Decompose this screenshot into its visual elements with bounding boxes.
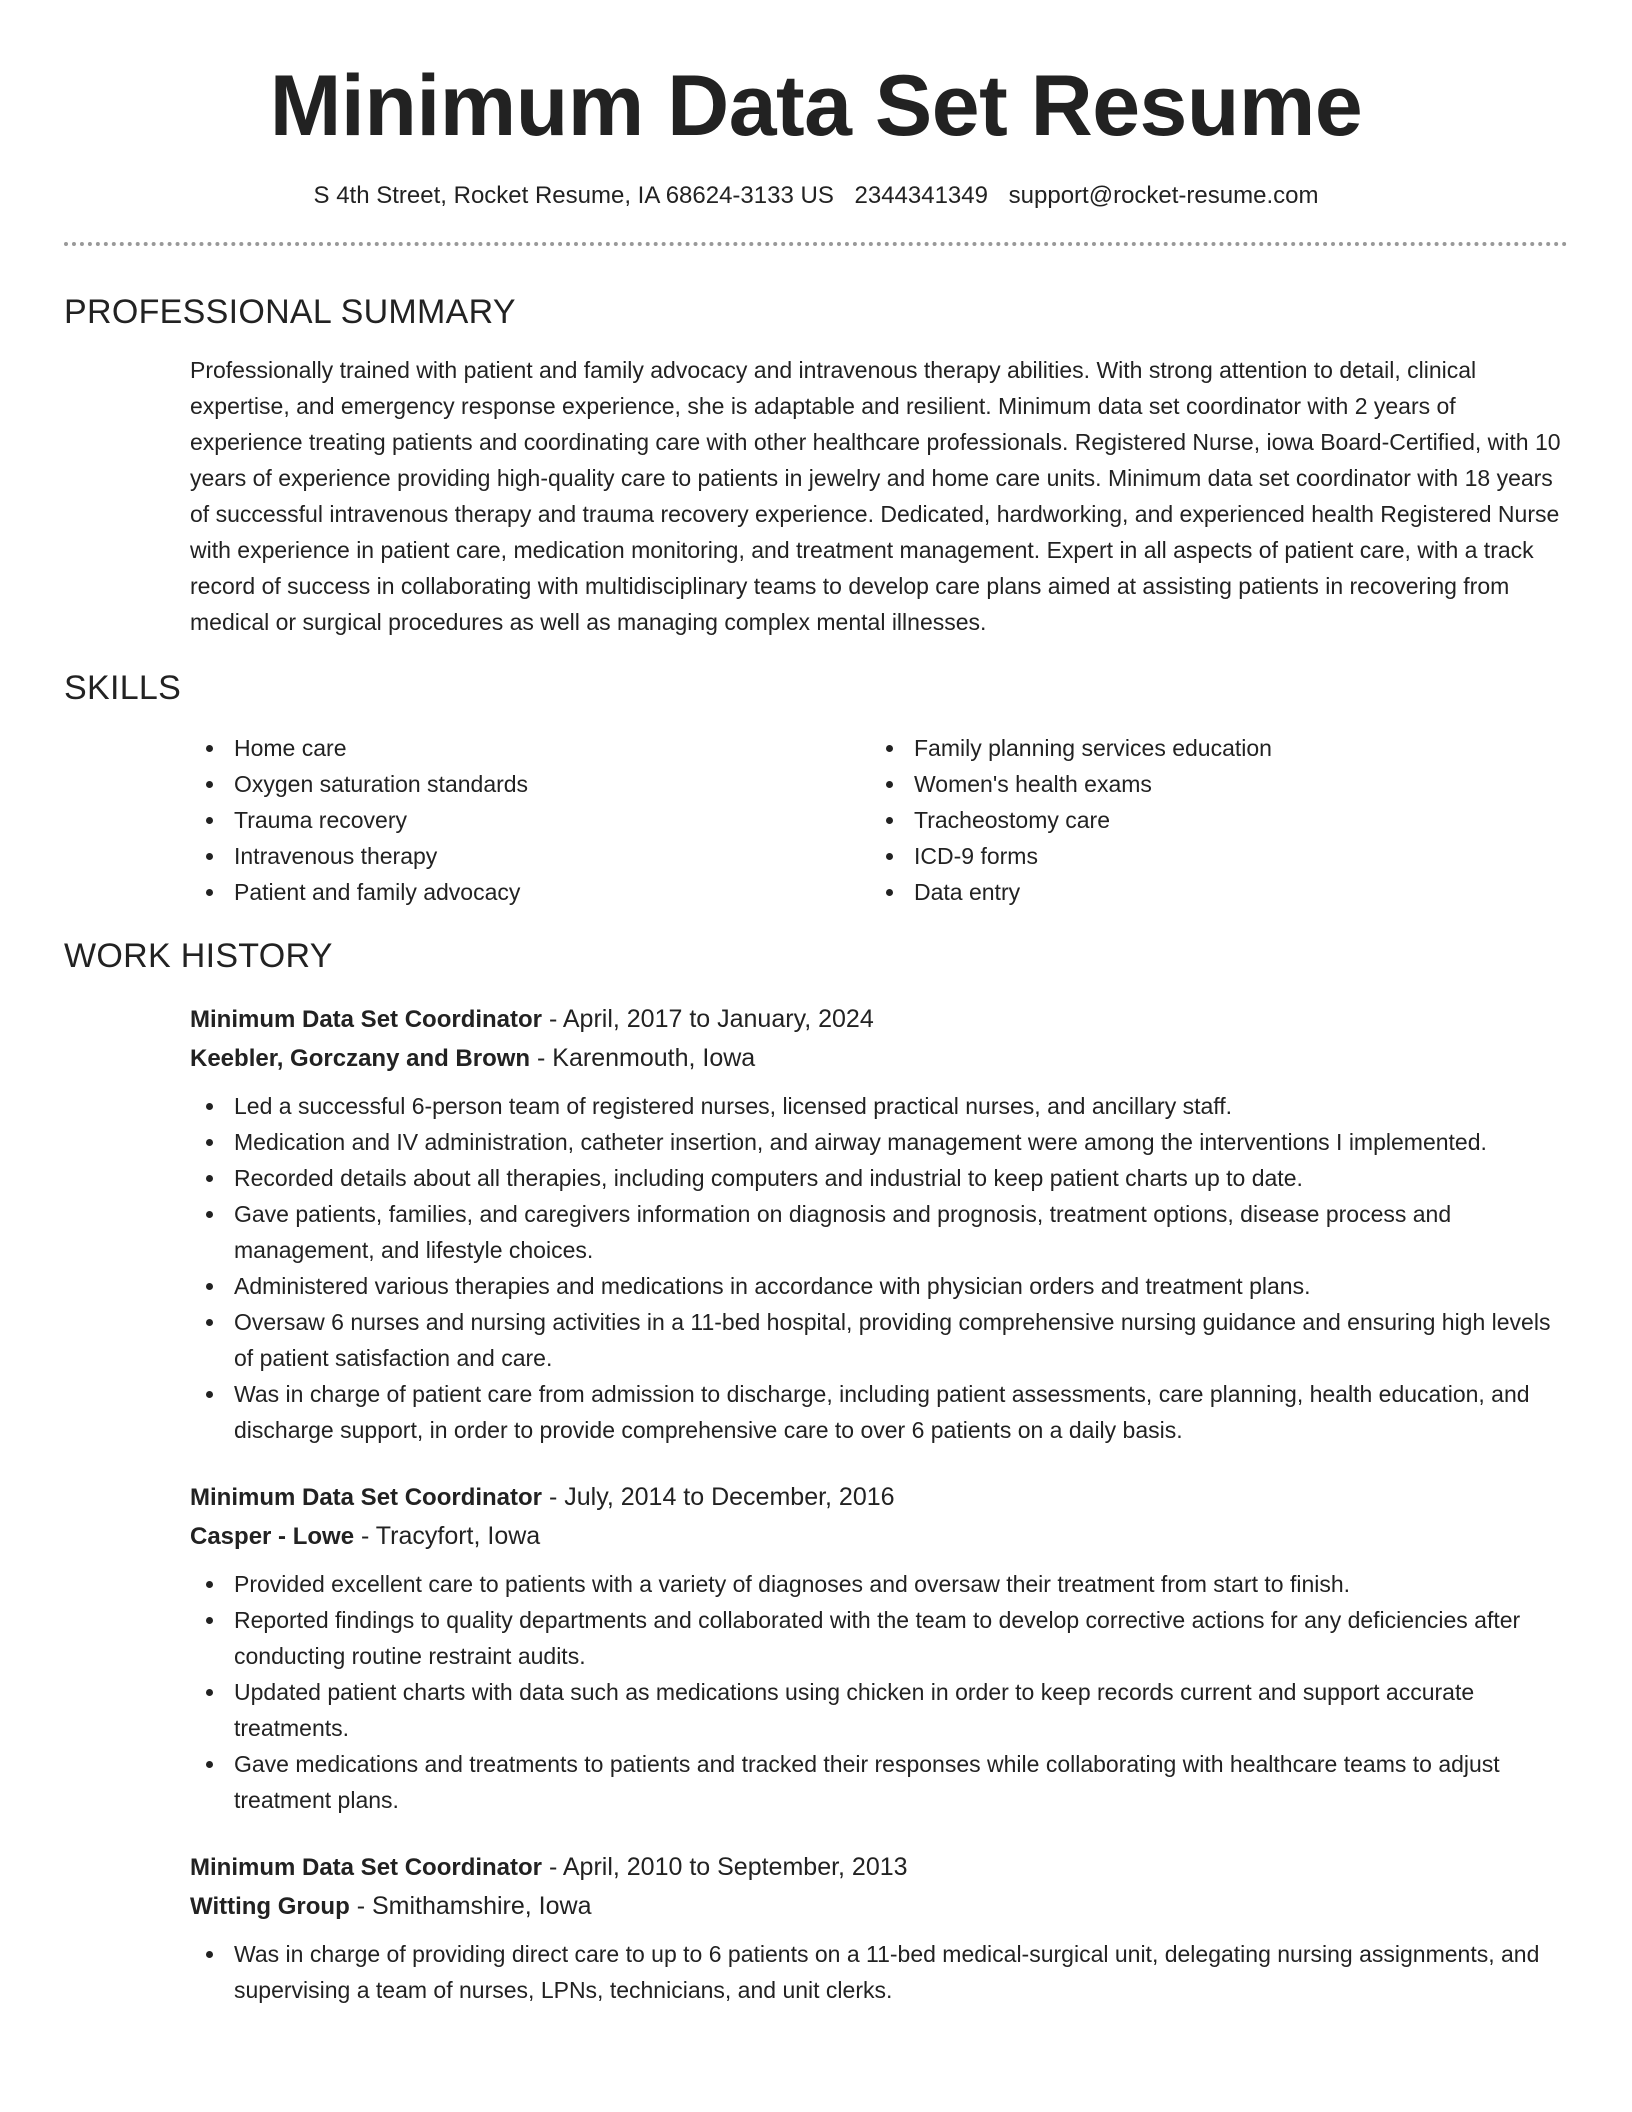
job-location: - Smithamshire, Iowa: [349, 1892, 592, 1920]
job-company: Witting Group: [190, 1893, 350, 1920]
job-entry: [190, 1848, 1568, 2008]
skill-item: Home care: [190, 730, 870, 766]
job-bullet: Was in charge of patient care from admission to discharge, including patient assessments, care planning, health education, and discharge support, in order to provide comprehensive care to over 6 patients on a daily basis.: [190, 1376, 1568, 1448]
job-bullet: Was in charge of providing direct care to up to 6 patients on a 11-bed medical-surgical unit, delegating nursing assignments, and supervising a team of nurses, LPNs, technicians, and unit clerks.: [190, 1936, 1568, 2008]
skills-list: [190, 730, 1568, 910]
job-title-line: [190, 1000, 1568, 1039]
job-location: - Karenmouth, Iowa: [530, 1044, 756, 1072]
skill-item: Data entry: [870, 874, 1550, 910]
job-dates: - April, 2010 to September, 2013: [542, 1853, 908, 1881]
job-bullet: Reported findings to quality departments and collaborated with the team to develop corrective actions for any deficiencies after conducting routine restraint audits.: [190, 1602, 1568, 1674]
job-company: Keebler, Gorczany and Brown: [190, 1045, 531, 1072]
job-company-line: [190, 1039, 1568, 1078]
job-bullet: Gave medications and treatments to patients and tracked their responses while collaborating with healthcare teams to adjust treatment plans.: [190, 1746, 1568, 1818]
job-company-line: [190, 1517, 1568, 1556]
job-title-line: [190, 1478, 1568, 1517]
job-title: Minimum Data Set Coordinator: [190, 1484, 543, 1511]
job-dates: - April, 2017 to January, 2024: [542, 1005, 874, 1033]
contact-email: support@rocket-resume.com: [1008, 182, 1319, 209]
job-bullets: [190, 1088, 1568, 1448]
contact-line: [64, 180, 1568, 212]
job-bullet: Recorded details about all therapies, including computers and industrial to keep patient charts up to date.: [190, 1160, 1568, 1196]
job-bullets: [190, 1936, 1568, 2008]
resume-page: [64, 0, 1568, 2008]
section-title-work-history: WORK HISTORY: [64, 937, 333, 975]
job-entry: [190, 1478, 1568, 1818]
job-dates: - July, 2014 to December, 2016: [542, 1483, 895, 1511]
job-bullet: Provided excellent care to patients with a variety of diagnoses and oversaw their treatment from start to finish.: [190, 1566, 1568, 1602]
job-company-line: [190, 1887, 1568, 1926]
job-title: Minimum Data Set Coordinator: [190, 1006, 543, 1033]
skills-column-right: [870, 730, 1550, 910]
job-bullet: Gave patients, families, and caregivers information on diagnosis and prognosis, treatment options, disease process and management, and lifestyle choices.: [190, 1196, 1568, 1268]
skill-item: Women's health exams: [870, 766, 1550, 802]
resume-name: Minimum Data Set Resume: [269, 58, 1363, 154]
job-company: Casper - Lowe: [190, 1523, 355, 1550]
section-title-summary: PROFESSIONAL SUMMARY: [64, 293, 516, 331]
summary-text: Professionally trained with patient and family advocacy and intravenous therapy abilities. With strong attention to detail, clinical expertise, and emergency response experience, she is adaptable and resilient. Minimum data set coordinator with 2 years of experience treating patients and coordinating care with other healthcare professionals. Registered Nurse, iowa Board-Certified, with 10 years of experience providing high-quality care to patients in jewelry and home care units. Minimum data set coordinator with 18 years of successful intravenous therapy and trauma recovery experience. Dedicated, hardworking, and experienced health Registered Nurse with experience in patient care, medication monitoring, and treatment management. Expert in all aspects of patient care, with a track record of success in collaborating with multidisciplinary teams to develop care plans aimed at assisting patients in recovering from medical or surgical procedures as well as managing complex mental illnesses.: [190, 357, 1561, 635]
job-bullet: Updated patient charts with data such as medications using chicken in order to keep records current and support accurate treatments.: [190, 1674, 1568, 1746]
job-location: - Tracyfort, Iowa: [354, 1522, 541, 1550]
section-title-skills: SKILLS: [64, 669, 182, 707]
skill-item: Intravenous therapy: [190, 838, 870, 874]
job-bullet: Led a successful 6-person team of registered nurses, licensed practical nurses, and ancillary staff.: [190, 1088, 1568, 1124]
skill-item: ICD-9 forms: [870, 838, 1550, 874]
skill-item: Tracheostomy care: [870, 802, 1550, 838]
job-bullet: Medication and IV administration, catheter insertion, and airway management were among the interventions I implemented.: [190, 1124, 1568, 1160]
job-title-line: [190, 1848, 1568, 1887]
job-title: Minimum Data Set Coordinator: [190, 1854, 543, 1881]
skills-column-left: [190, 730, 870, 910]
skill-item: Oxygen saturation standards: [190, 766, 870, 802]
header-divider: [64, 242, 1568, 246]
job-bullets: [190, 1566, 1568, 1818]
contact-phone: 2344341349: [854, 182, 988, 209]
job-bullet: Oversaw 6 nurses and nursing activities in a 11-bed hospital, providing comprehensive nursing guidance and ensuring high levels of patient satisfaction and care.: [190, 1304, 1568, 1376]
job-bullet: Administered various therapies and medications in accordance with physician orders and treatment plans.: [190, 1268, 1568, 1304]
contact-address: S 4th Street, Rocket Resume, IA 68624-3133 US: [313, 182, 834, 209]
job-entry: [190, 1000, 1568, 1448]
skill-item: Patient and family advocacy: [190, 874, 870, 910]
skill-item: Family planning services education: [870, 730, 1550, 766]
skill-item: Trauma recovery: [190, 802, 870, 838]
